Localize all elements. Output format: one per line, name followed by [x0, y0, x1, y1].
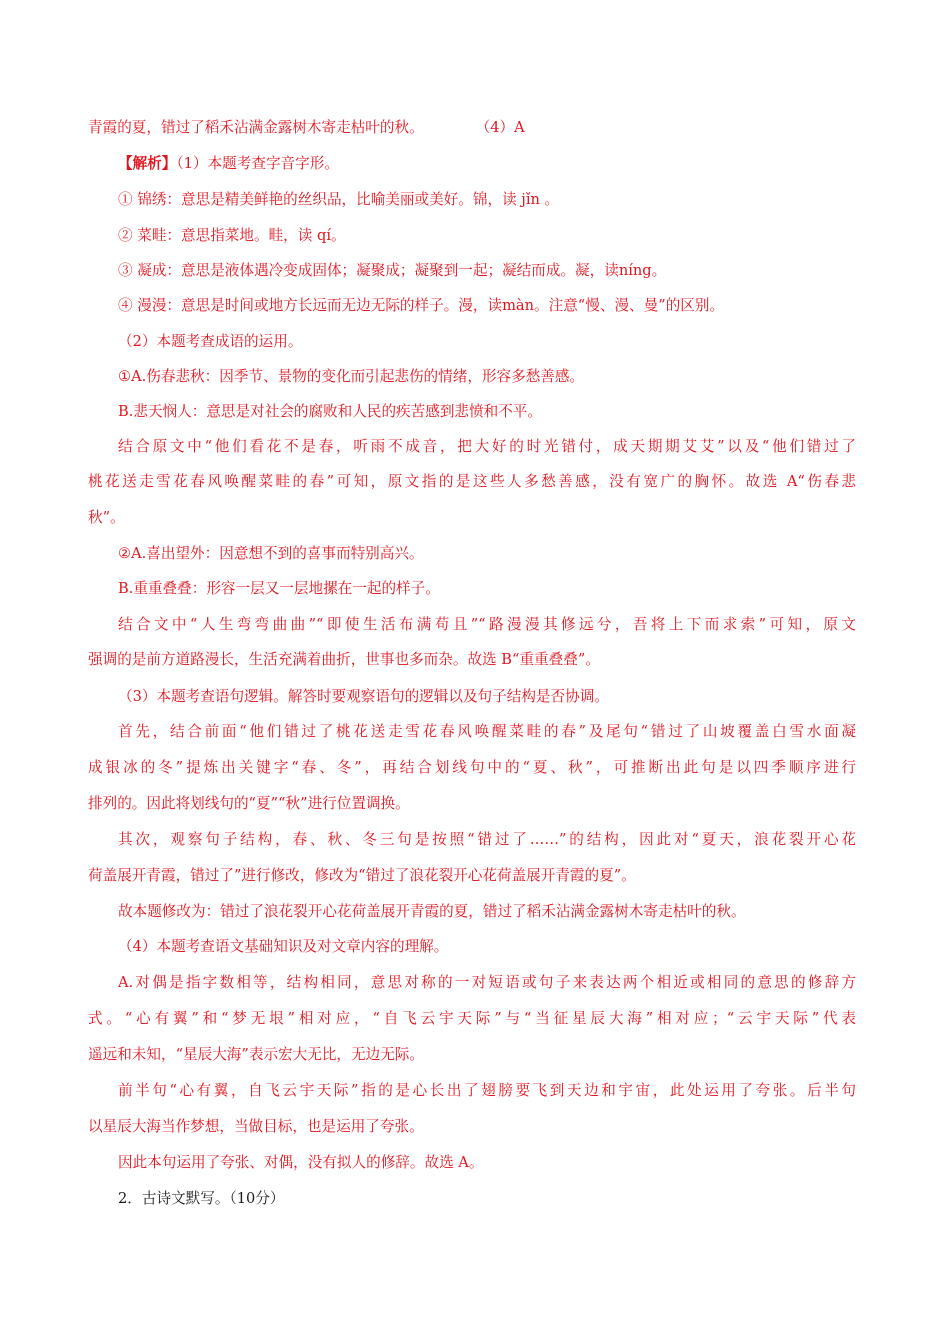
text-line: ② 菜畦：意思指菜地。畦，读 qí。: [118, 227, 346, 244]
answer-4: （4）A: [475, 119, 525, 136]
question-2-heading: 2．古诗文默写。（10分）: [118, 1190, 285, 1207]
text-line: A.对偶是指字数相等，结构相同，意思对称的一对短语或句子来表达两个相近或相同的意思的修辞方: [118, 974, 856, 991]
text-line: 以星辰大海当作梦想，当做目标，也是运用了夸张。: [88, 1118, 424, 1135]
text-line: 式。“心有翼”和“梦无垠”相对应，“自飞云宇天际”与“当征星辰大海”相对应；“云宇天际”代表: [88, 1010, 856, 1027]
text-line: 秋”。: [88, 509, 125, 526]
text-line: ①A.伤春悲秋：因季节、景物的变化而引起悲伤的情绪，形容多愁善感。: [118, 368, 585, 385]
text-line: 首先，结合前面“他们错过了桃花送走雪花春风唤醒菜畦的春”及尾句“错过了山坡覆盖白雪水面凝: [118, 723, 856, 740]
text-line: 成银冰的冬”提炼出关键字“春、冬”，再结合划线句中的“夏、秋”，可推断出此句是以四季顺序进行: [88, 759, 856, 776]
text-line: 因此本句运用了夸张、对偶，没有拟人的修辞。故选 A。: [118, 1154, 484, 1171]
text-line: 强调的是前方道路漫长，生活充满着曲折，世事也多而杂。故选 B“重重叠叠”。: [88, 651, 600, 668]
text-line: 前半句“心有翼，自飞云宇天际”指的是心长出了翅膀要飞到天边和宇宙，此处运用了夸张。后半句: [118, 1082, 856, 1099]
answer-3-tail: 青霞的夏，错过了稻禾沾满金露树木寄走枯叶的秋。: [88, 119, 424, 136]
section-heading: （4）本题考查语文基础知识及对文章内容的理解。: [118, 938, 449, 955]
text-line: 结合文中“人生弯弯曲曲”“即使生活布满苟且”“路漫漫其修远兮，吾将上下而求索”可知，原文: [118, 616, 856, 633]
text-line: ④ 漫漫：意思是时间或地方长远而无边无际的样子。漫，读màn。注意“慢、漫、曼”的区别。: [118, 297, 725, 314]
section-heading: （2）本题考查成语的运用。: [118, 333, 303, 350]
analysis-heading: [118, 153, 339, 175]
text-line: 桃花送走雪花春风唤醒菜畦的春”可知，原文指的是这些人多愁善感，没有宽广的胸怀。故选 A“伤春悲: [88, 473, 856, 490]
text-line: B.重重叠叠：形容一层又一层地摞在一起的样子。: [118, 580, 440, 597]
section-heading: （3）本题考查语句逻辑。解答时要观察语句的逻辑以及句子结构是否协调。: [118, 688, 609, 705]
text-line: 结合原文中“他们看花不是春，听雨不成音，把大好的时光错付，成天期期艾艾”以及“他们错过了: [118, 438, 856, 455]
analysis-tag: 【解析】: [118, 155, 177, 172]
text-line: 排列的。因此将划线句的“夏”“秋”进行位置调换。: [88, 795, 410, 812]
text-line: ① 锦绣：意思是精美鲜艳的丝织品，比喻美丽或美好。锦，读 jǐn 。: [118, 191, 560, 208]
text-line: 遥远和未知，“星辰大海”表示宏大无比，无边无际。: [88, 1046, 424, 1063]
answer-line-continued: [88, 117, 525, 139]
text-line: B.悲天悯人：意思是对社会的腐败和人民的疾苦感到悲愤和不平。: [118, 403, 542, 420]
analysis-part-1: （1）本题考查字音字形。: [176, 155, 339, 172]
text-line: 荷盖展开青霞，错过了”进行修改，修改为“错过了浪花裂开心花荷盖展开青霞的夏”。: [88, 867, 636, 884]
text-line: 故本题修改为：错过了浪花裂开心花荷盖展开青霞的夏，错过了稻禾沾满金露树木寄走枯叶的秋。: [118, 903, 746, 920]
text-line: ③ 凝成：意思是液体遇冷变成固体；凝聚成；凝聚到一起；凝结而成。凝，读níng。: [118, 262, 667, 279]
text-line: ②A.喜出望外：因意想不到的喜事而特别高兴。: [118, 545, 424, 562]
text-line: 其次，观察句子结构，春、秋、冬三句是按照“错过了……”的结构，因此对“夏天，浪花裂开心花: [118, 831, 856, 848]
